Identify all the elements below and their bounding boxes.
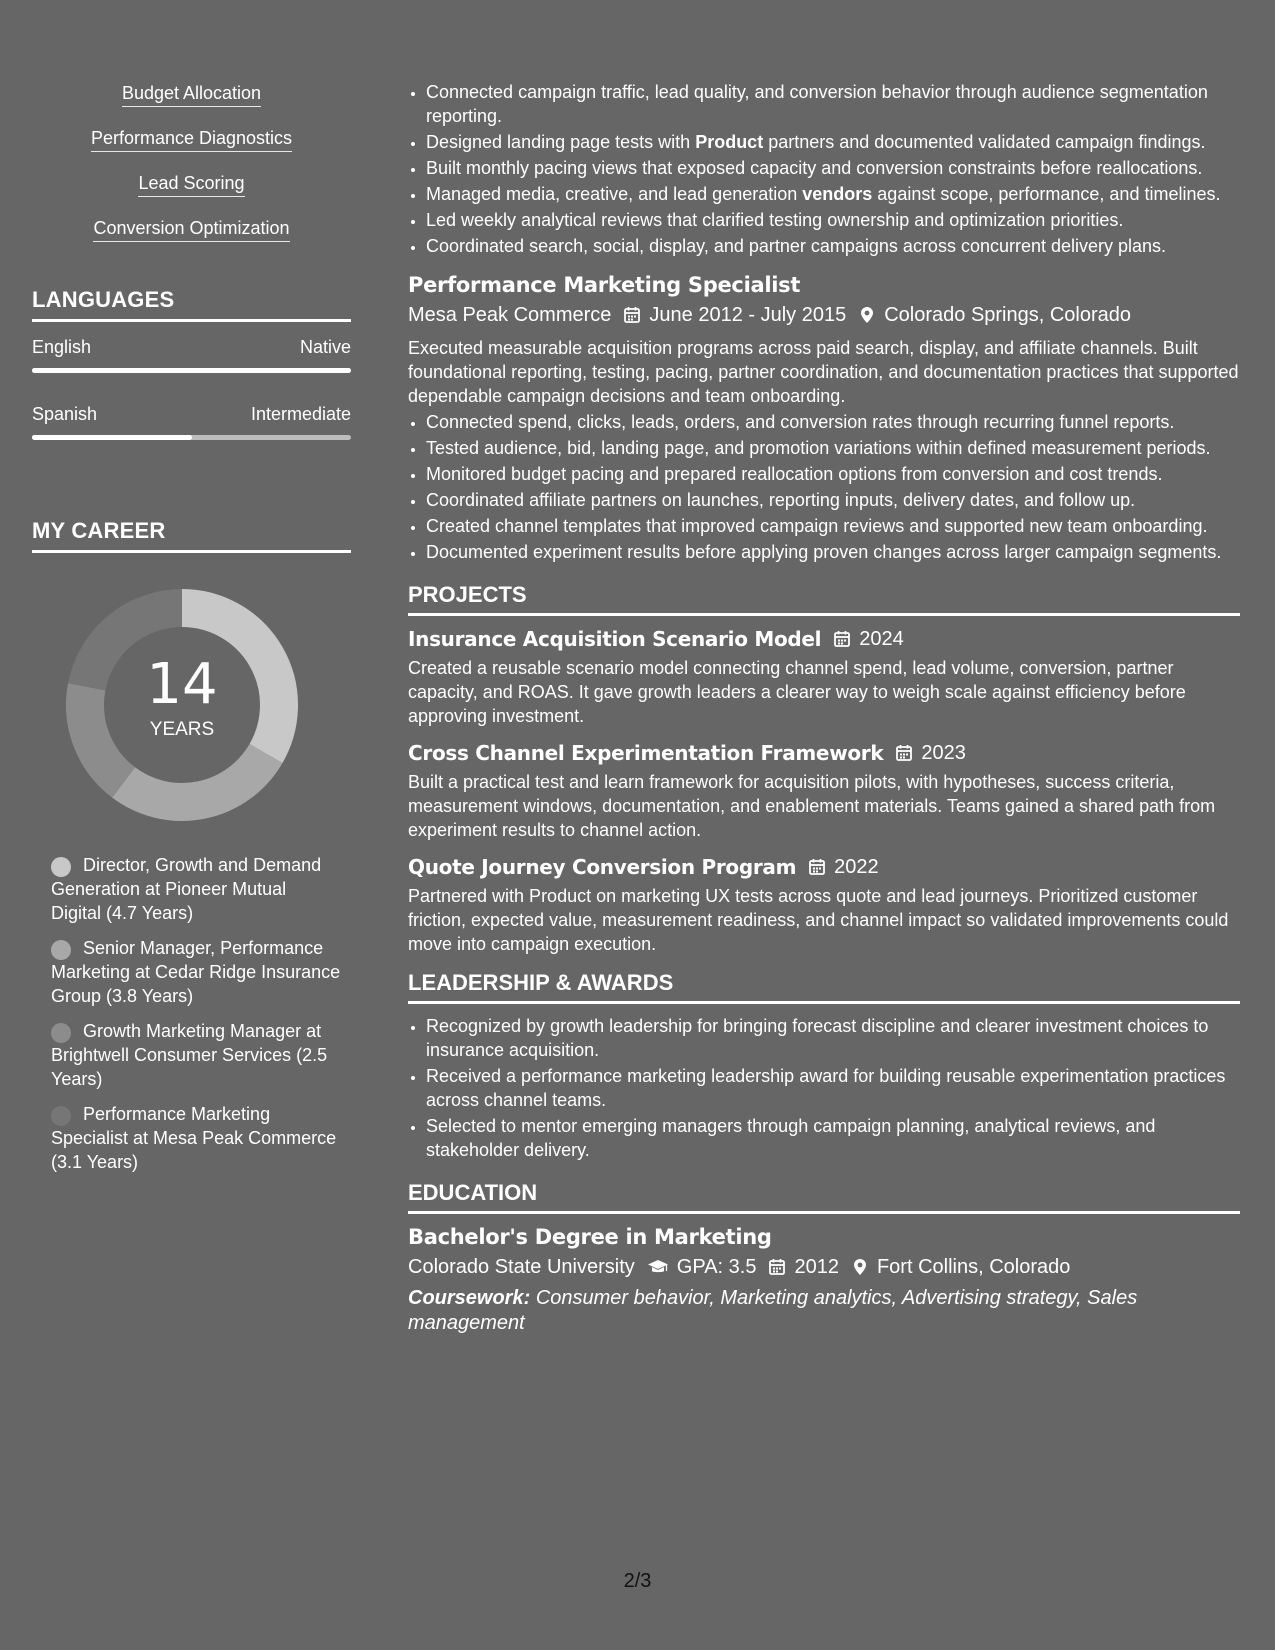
career-legend-item <box>51 1019 341 1091</box>
skill-label: Budget Allocation <box>122 82 261 107</box>
bullet-item: • Led weekly analytical reviews that clarified testing ownership and optimization priorities. <box>426 208 1240 232</box>
language-level: Native <box>299 337 351 357</box>
legend-dot <box>51 1106 71 1126</box>
project-year: 2023 <box>921 742 966 764</box>
location-pin-icon <box>851 1258 869 1276</box>
project-description: Partnered with Product on marketing UX tests across quote and lead journeys. Prioritized customer friction, expected value, measurement readiness, and channel impact so validated improvements could move into campaign execution. <box>408 886 1229 954</box>
career-legend-item <box>51 936 341 1008</box>
graduation-cap-icon <box>647 1258 669 1276</box>
bullet-item: • Documented experiment results before applying proven changes across larger campaign segments. <box>426 540 1240 564</box>
coursework-text: Consumer behavior, Marketing analytics, Advertising strategy, Sales management <box>408 1287 1138 1334</box>
calendar-icon <box>833 630 851 648</box>
project-description: Created a reusable scenario model connecting channel spend, lead volume, conversion, partner capacity, and ROAS. It gave growth leaders a clearer way to weigh scale against efficiency before approving investment. <box>408 658 1186 726</box>
calendar-icon <box>808 858 826 876</box>
career-legend <box>51 853 341 1174</box>
calendar-icon <box>623 306 641 324</box>
project-year: 2022 <box>834 856 879 878</box>
skill-item <box>32 82 351 110</box>
calendar-icon <box>768 1258 786 1276</box>
location-pin-icon <box>858 306 876 324</box>
bullet-item: • Monitored budget pacing and prepared reallocation options from conversion and cost trends. <box>426 462 1240 486</box>
projects-heading: PROJECTS <box>408 582 1240 616</box>
career-donut-chart <box>62 585 302 825</box>
career-legend-text: Performance Marketing Specialist at Mesa Peak Commerce (3.1 Years) <box>51 1104 337 1172</box>
job-dates: June 2012 - July 2015 <box>649 304 847 326</box>
languages-heading: LANGUAGES <box>32 287 351 322</box>
career-donut-center <box>62 585 302 825</box>
coursework-label: Coursework: <box>408 1287 531 1309</box>
bullet-item: • Tested audience, bid, landing page, and promotion variations within defined measurement periods. <box>426 436 1240 460</box>
language-english <box>32 336 351 373</box>
award-item: • Received a performance marketing leadership award for building reusable experimentation practices across channel teams. <box>426 1064 1240 1112</box>
calendar-icon <box>895 744 913 762</box>
job-title: Performance Marketing Specialist <box>408 273 801 297</box>
language-level-bar <box>32 435 351 440</box>
education-meta <box>408 1254 1240 1280</box>
project-title: Insurance Acquisition Scenario Model <box>408 627 822 651</box>
legend-dot <box>51 1023 71 1043</box>
language-name: English <box>32 337 92 357</box>
project-title: Cross Channel Experimentation Framework <box>408 741 884 765</box>
degree-title: Bachelor's Degree in Marketing <box>408 1225 772 1249</box>
awards-list <box>408 1014 1240 1162</box>
previous-job-bullets <box>408 80 1240 258</box>
bullet-item: • Coordinated affiliate partners on launches, reporting inputs, delivery dates, and follow up. <box>426 488 1240 512</box>
bullet-item: • Built monthly pacing views that exposed capacity and conversion constraints before reallocations. <box>426 156 1240 180</box>
career-legend-text: Director, Growth and Demand Generation at Pioneer Mutual Digital (4.7 Years) <box>51 855 322 923</box>
award-item: • Selected to mentor emerging managers through campaign planning, analytical reviews, and stakeholder delivery. <box>426 1114 1240 1162</box>
page-number: 2/3 <box>623 1570 652 1592</box>
experience-entry <box>408 272 1240 564</box>
job-summary: Executed measurable acquisition programs across paid search, display, and affiliate channels. Built foundational reporting, testing, pacing, partner coordination, and documentation practices that supported dependable campaign decisions and team onboarding. <box>408 338 1239 406</box>
career-legend-text: Senior Manager, Performance Marketing at Cedar Ridge Insurance Group (3.8 Years) <box>51 938 341 1006</box>
school-location: Fort Collins, Colorado <box>876 1256 1071 1278</box>
legend-dot <box>51 857 71 877</box>
project-description: Built a practical test and learn framework for acquisition pilots, with hypotheses, success criteria, measurement windows, documentation, and enablement materials. Teams gained a shared path from experiment results to channel action. <box>408 772 1216 840</box>
bullet-item: • Connected spend, clicks, leads, orders, and conversion rates through recurring funnel reports. <box>426 410 1240 434</box>
career-heading: MY CAREER <box>32 518 351 553</box>
career-legend-item <box>51 1102 341 1174</box>
skill-item <box>32 127 351 155</box>
gpa: GPA: 3.5 <box>676 1256 757 1278</box>
project-entry <box>408 854 1240 956</box>
career-years-unit: YEARS <box>149 719 215 740</box>
bullet-item: • Designed landing page tests with Product partners and documented validated campaign findings. <box>426 130 1240 154</box>
language-name: Spanish <box>32 404 98 424</box>
coursework <box>408 1286 1240 1336</box>
bullet-item: • Connected campaign traffic, lead quality, and conversion behavior through audience segmentation reporting. <box>426 80 1240 128</box>
skill-item <box>32 217 351 245</box>
language-level: Intermediate <box>250 404 351 424</box>
bullet-item: • Managed media, creative, and lead generation vendors against scope, performance, and timelines. <box>426 182 1240 206</box>
bullet-item: • Created channel templates that improved campaign reviews and supported new team onboarding. <box>426 514 1240 538</box>
language-level-fill <box>32 368 351 373</box>
project-title: Quote Journey Conversion Program <box>408 855 797 879</box>
skills-list <box>32 82 351 245</box>
career-legend-item <box>51 853 341 925</box>
language-spanish <box>32 403 351 440</box>
skill-label: Lead Scoring <box>138 172 244 197</box>
job-location: Colorado Springs, Colorado <box>884 304 1132 326</box>
project-entry <box>408 626 1240 728</box>
language-level-fill <box>32 435 192 440</box>
project-year: 2024 <box>859 628 904 650</box>
graduation-year: 2012 <box>794 1256 839 1278</box>
project-entry <box>408 740 1240 842</box>
career-total-years: 14 <box>146 652 218 717</box>
award-item: • Recognized by growth leadership for bringing forecast discipline and clearer investment choices to insurance acquisition. <box>426 1014 1240 1062</box>
job-bullets <box>408 410 1240 564</box>
awards-heading: LEADERSHIP & AWARDS <box>408 970 1240 1004</box>
sidebar <box>32 82 351 1185</box>
school-name: Colorado State University <box>408 1256 635 1278</box>
main-content <box>408 80 1240 1336</box>
language-level-bar <box>32 368 351 373</box>
skill-label: Performance Diagnostics <box>91 127 292 152</box>
legend-dot <box>51 940 71 960</box>
job-meta <box>408 302 1240 328</box>
education-entry <box>408 1224 1240 1336</box>
skill-label: Conversion Optimization <box>93 217 289 242</box>
education-heading: EDUCATION <box>408 1180 1240 1214</box>
career-legend-text: Growth Marketing Manager at Brightwell Consumer Services (2.5 Years) <box>51 1021 328 1089</box>
bullet-item: • Coordinated search, social, display, and partner campaigns across concurrent delivery plans. <box>426 234 1240 258</box>
company-name: Mesa Peak Commerce <box>408 304 612 326</box>
skill-item <box>32 172 351 200</box>
